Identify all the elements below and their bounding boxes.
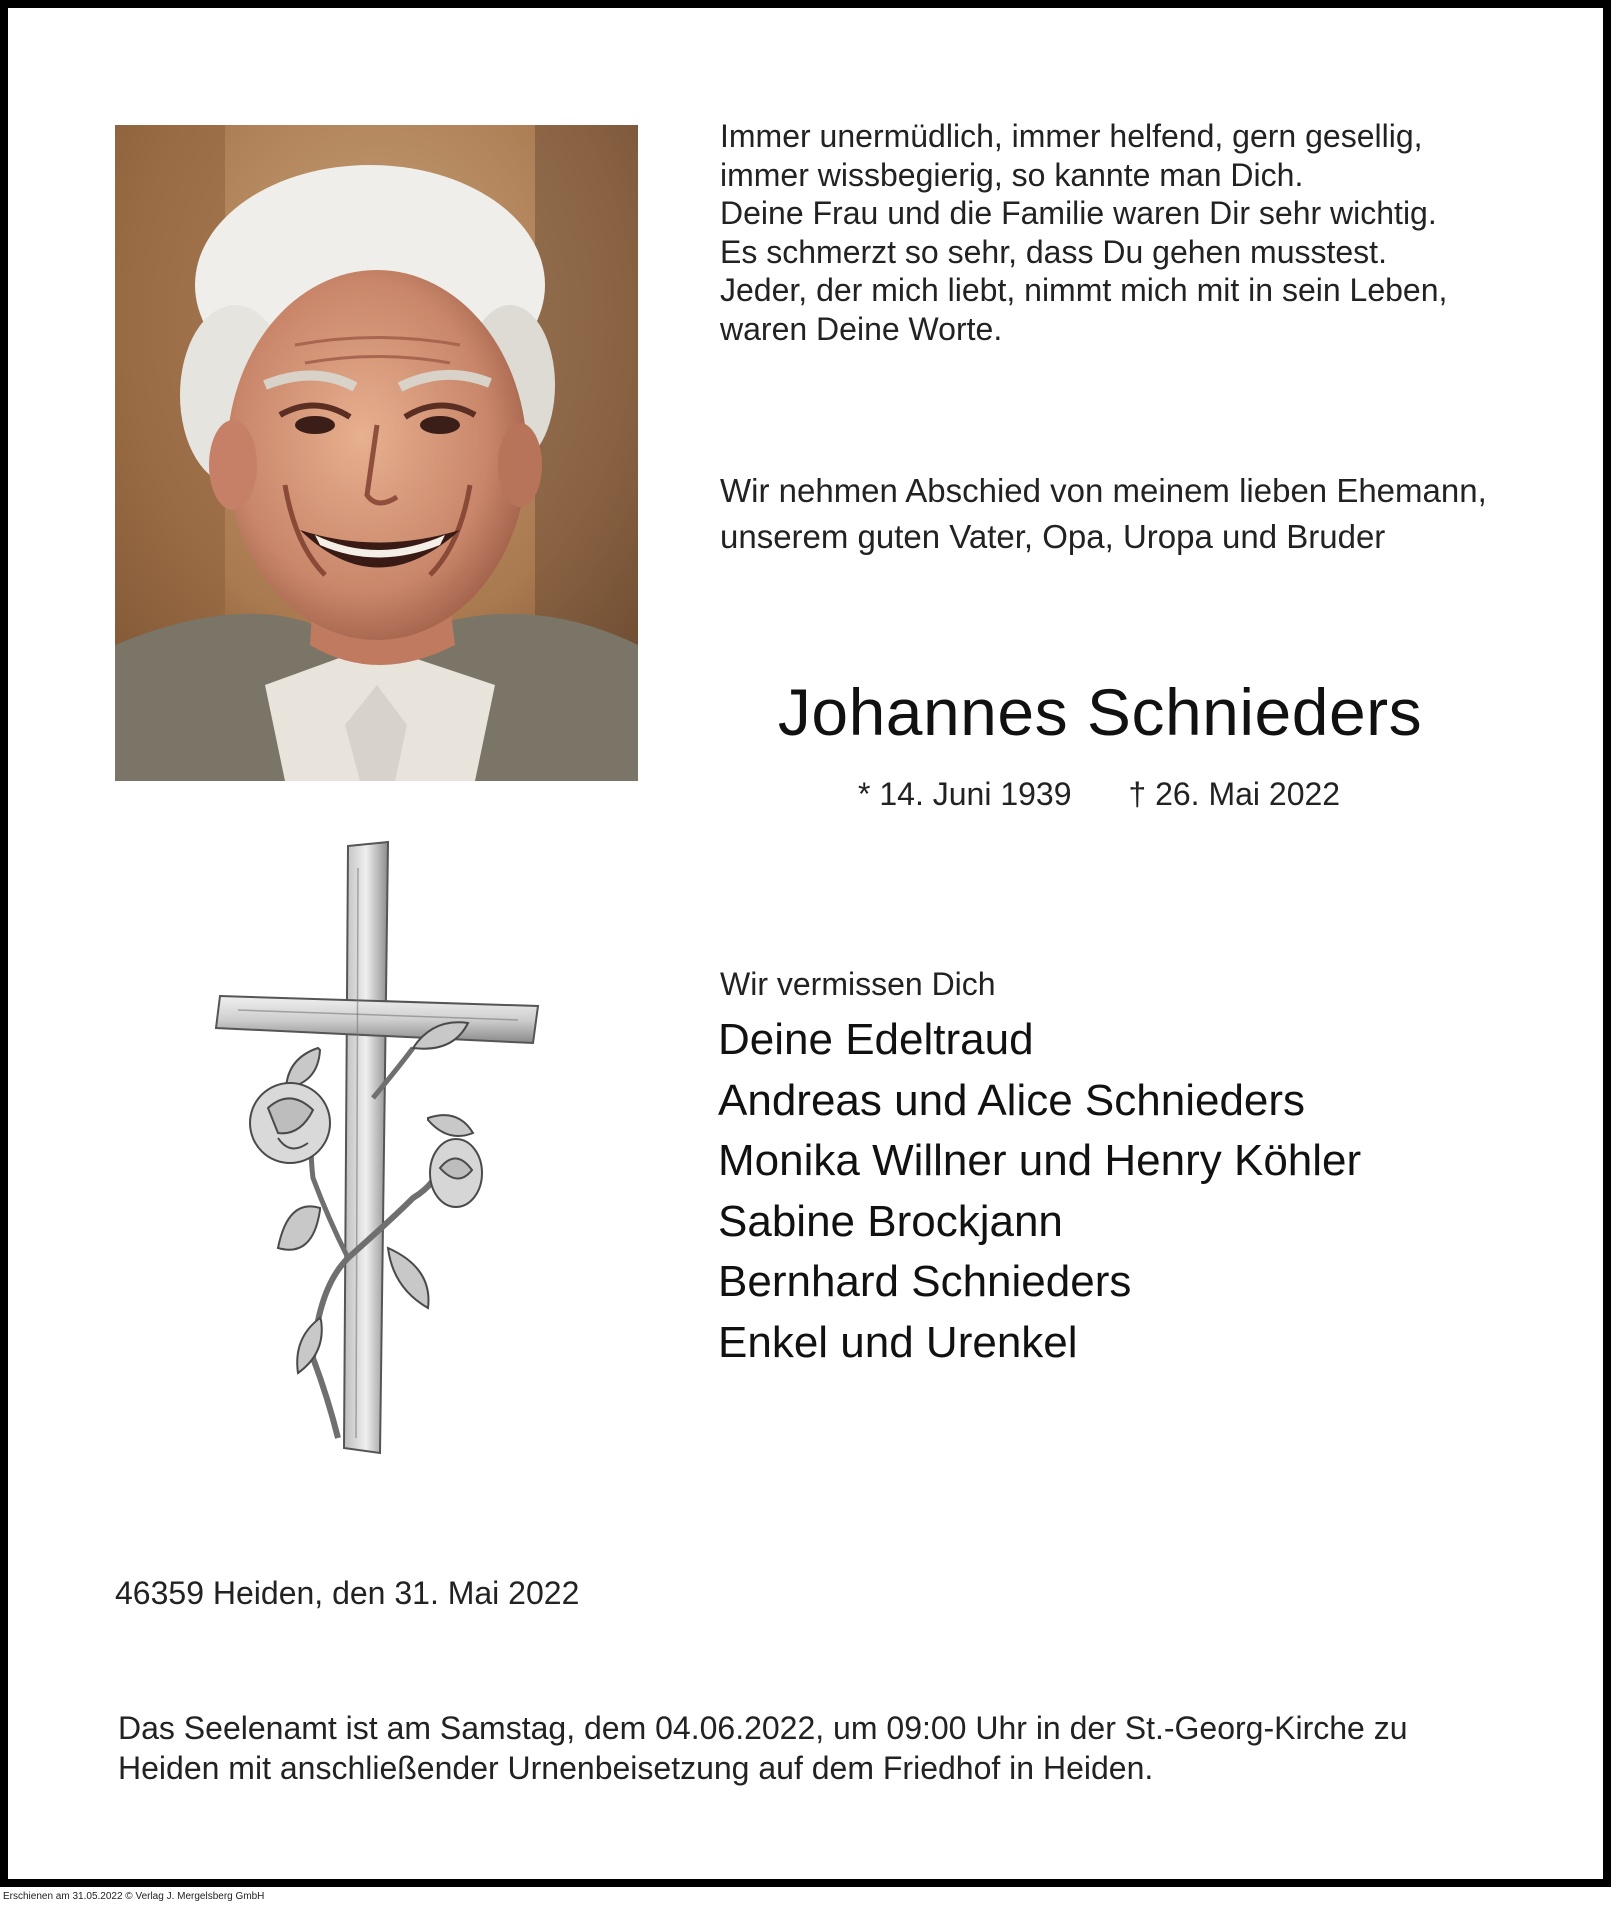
- mourner-name: Bernhard Schnieders: [718, 1257, 1132, 1306]
- service-announcement: [118, 1708, 1558, 1788]
- mourner-name: Deine Edeltraud: [718, 1015, 1034, 1064]
- death-date: † 26. Mai 2022: [1128, 776, 1341, 812]
- poem-line: Deine Frau und die Familie waren Dir sehr wichtig.: [720, 195, 1437, 231]
- service-line: Das Seelenamt ist am Samstag, dem 04.06.2022, um 09:00 Uhr in der St.-Georg-Kirche zu: [118, 1710, 1408, 1746]
- mourners-intro: Wir vermissen Dich: [720, 966, 996, 1002]
- service-line: Heiden mit anschließender Urnenbeisetzung auf dem Friedhof in Heiden.: [118, 1750, 1154, 1786]
- farewell-text: [720, 468, 1580, 560]
- deceased-name: Johannes Schnieders: [777, 675, 1423, 749]
- mourners-list: [718, 1010, 1361, 1373]
- life-dates: [768, 774, 1488, 814]
- portrait-photo: [115, 125, 638, 781]
- publication-footer: Erschienen am 31.05.2022 © Verlag J. Mergelsberg GmbH: [3, 1891, 265, 1902]
- poem-line: immer wissbegierig, so kannte man Dich.: [720, 156, 1304, 193]
- farewell-line: unserem guten Vater, Opa, Uropa und Bruder: [720, 518, 1386, 555]
- mourner-name: Enkel und Urenkel: [718, 1317, 1078, 1367]
- birth-date: * 14. Juni 1939: [858, 776, 1072, 812]
- mourner-name: Monika Willner und Henry Köhler: [718, 1136, 1362, 1185]
- mourner-name: Andreas und Alice Schnieders: [718, 1075, 1306, 1125]
- farewell-line: Wir nehmen Abschied von meinem lieben Ehemann,: [720, 472, 1487, 509]
- mourner-name: Sabine Brockjann: [718, 1196, 1063, 1246]
- poem-line: Jeder, der mich liebt, nimmt mich mit in sein Leben,: [720, 272, 1448, 308]
- place-and-date: 46359 Heiden, den 31. Mai 2022: [115, 1575, 580, 1611]
- poem-line: Es schmerzt so sehr, dass Du gehen musstest.: [720, 233, 1387, 270]
- poem: [720, 117, 1580, 348]
- poem-line: waren Deine Worte.: [720, 310, 1003, 347]
- cross-with-roses-icon: [208, 838, 558, 1458]
- portrait-illustration: [115, 125, 638, 781]
- poem-line: Immer unermüdlich, immer helfend, gern gesellig,: [720, 118, 1423, 154]
